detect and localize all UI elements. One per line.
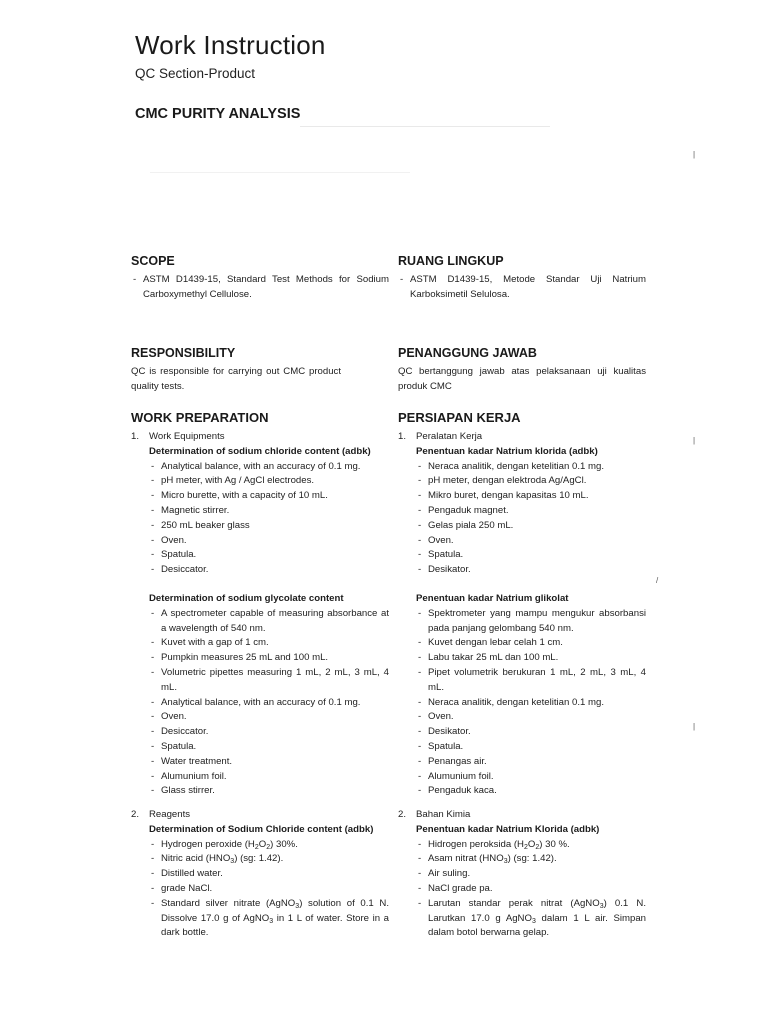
list-item: - A spectrometer capable of measuring absorbance at a wavelength of 540 nm. xyxy=(149,607,389,637)
list-item: - 250 mL beaker glass xyxy=(149,519,389,534)
subsection-heading: Penentuan kadar Natrium klorida (adbk) xyxy=(416,445,598,457)
scan-artifact-mark: | xyxy=(693,436,696,445)
list-item: - Pumpkin measures 25 mL and 100 mL. xyxy=(149,651,389,666)
english-column xyxy=(131,808,389,941)
list-item: - Alumunium foil. xyxy=(149,770,389,785)
list-item: - Oven. xyxy=(416,710,646,725)
list-item: - grade NaCl. xyxy=(149,882,389,897)
reagents-item xyxy=(131,808,389,823)
equipment-list xyxy=(416,607,646,799)
ruang-lingkup-heading: RUANG LINGKUP xyxy=(398,254,504,268)
subsection-heading: Determination of sodium chloride content (adbk) xyxy=(149,445,371,457)
english-column xyxy=(131,410,389,799)
list-item: - Standard silver nitrate (AgNO$_3$) solution of 0.1 N. Dissolve 17.0 g of AgNO$_3$ in 1 L of water. Store in a dark bottle. xyxy=(149,897,389,941)
equipment-list xyxy=(416,460,646,578)
list-item: - Volumetric pipettes measuring 1 mL, 2 mL, 3 mL, 4 mL. xyxy=(149,666,389,696)
list-item: - Pengaduk magnet. xyxy=(416,504,646,519)
list-item: - Desikator. xyxy=(416,563,646,578)
persiapan-kerja-heading: PERSIAPAN KERJA xyxy=(398,410,521,425)
equipment-label: Work Equipments xyxy=(149,431,225,442)
list-item: - pH meter, dengan elektroda Ag/AgCl. xyxy=(416,474,646,489)
list-item: - Pengaduk kaca. xyxy=(416,784,646,799)
scope-section xyxy=(131,254,389,303)
list-item: - Water treatment. xyxy=(149,755,389,770)
work-preparation-heading: WORK PREPARATION xyxy=(131,410,269,425)
subsection-heading: Penentuan kadar Natrium glikolat xyxy=(416,592,569,604)
list-item: - ASTM D1439-15, Metode Standar Uji Natrium Karboksimetil Selulosa. xyxy=(398,273,646,303)
list-item: - Spatula. xyxy=(149,740,389,755)
scan-artifact-mark: | xyxy=(693,722,696,731)
list-item: - pH meter, with Ag / AgCl electrodes. xyxy=(149,474,389,489)
list-item: - Mikro buret, dengan kapasitas 10 mL. xyxy=(416,489,646,504)
list-number: 2. xyxy=(131,809,140,820)
equipment-list xyxy=(149,607,389,799)
list-item: - Analytical balance, with an accuracy of 0.1 mg. xyxy=(149,460,389,475)
list-item: - Oven. xyxy=(149,534,389,549)
list-item: - Spatula. xyxy=(149,548,389,563)
equipment-item xyxy=(131,430,389,445)
list-item: - Spatula. xyxy=(416,740,646,755)
english-column xyxy=(131,254,389,303)
list-item: - Oven. xyxy=(149,710,389,725)
list-item: - Kuvet with a gap of 1 cm. xyxy=(149,636,389,651)
list-item: - Analytical balance, with an accuracy of 0.1 mg. xyxy=(149,696,389,711)
list-item: - Spektrometer yang mampu mengukur absorbansi pada panjang gelombang 540 nm. xyxy=(416,607,646,637)
scan-artifact-line xyxy=(300,126,550,127)
list-item: - Gelas piala 250 mL. xyxy=(416,519,646,534)
reagents-list xyxy=(416,838,646,942)
indonesian-column xyxy=(398,254,646,303)
list-item: - Spatula. xyxy=(416,548,646,563)
scan-artifact-mark: / xyxy=(656,576,659,585)
responsibility-text: QC bertanggung jawab atas pelaksanaan uji kualitas produk CMC xyxy=(398,366,646,392)
reagents-list xyxy=(149,838,389,942)
list-item: - Micro burette, with a capacity of 10 mL. xyxy=(149,489,389,504)
list-item: - Desiccator. xyxy=(149,563,389,578)
list-item: - Larutan standar perak nitrat (AgNO$_3$) 0.1 N. Larutkan 17.0 g AgNO$_3$ dalam 1 L air. Simpan dalam botol berwarna gelap. xyxy=(416,897,646,941)
subsection-heading: Determination of sodium glycolate content xyxy=(149,592,344,604)
scope-heading: SCOPE xyxy=(131,254,175,268)
list-item: - Desikator. xyxy=(416,725,646,740)
list-number: 2. xyxy=(398,809,407,820)
list-item: - Kuvet dengan lebar celah 1 cm. xyxy=(416,636,646,651)
reagents-label: Reagents xyxy=(149,809,191,820)
list-item: - Glass stirrer. xyxy=(149,784,389,799)
list-number: 1. xyxy=(398,431,407,442)
list-item: - Penangas air. xyxy=(416,755,646,770)
equipment-label: Peralatan Kerja xyxy=(416,431,483,442)
list-item: - Magnetic stirrer. xyxy=(149,504,389,519)
list-item: - Labu takar 25 mL dan 100 mL. xyxy=(416,651,646,666)
equipment-item xyxy=(398,430,646,445)
list-item: - Nitric acid $(HNO_3)$ (sg: 1.42). xyxy=(149,852,389,867)
list-item: - NaCl grade pa. xyxy=(416,882,646,897)
list-item: - Desiccator. xyxy=(149,725,389,740)
scope-list xyxy=(398,273,646,303)
responsibility-text: QC is responsible for carrying out CMC product quality tests. xyxy=(131,366,341,392)
list-item: - Asam nitrat $(HNO_3)$ (sg: 1.42). xyxy=(416,852,646,867)
english-column xyxy=(131,346,341,395)
list-number: 1. xyxy=(131,431,140,442)
indonesian-column xyxy=(398,410,646,799)
scan-artifact-line xyxy=(150,172,410,173)
reagents-label: Bahan Kimia xyxy=(416,809,471,820)
list-item: - Pipet volumetrik berukuran 1 mL, 2 mL, 3 mL, 4 mL. xyxy=(416,666,646,696)
list-item: - Hydrogen peroxide $(H_2O_2)$ 30%. xyxy=(149,838,389,853)
document-header-subtitle: QC Section-Product xyxy=(135,66,256,81)
equipment-list xyxy=(149,460,389,578)
indonesian-column xyxy=(398,346,646,395)
list-item: - Oven. xyxy=(416,534,646,549)
list-item: - ASTM D1439-15, Standard Test Methods for Sodium Carboxymethyl Cellulose. xyxy=(131,273,389,303)
indonesian-column xyxy=(398,808,646,941)
document-header-title: Work Instruction xyxy=(135,30,326,60)
responsibility-heading: RESPONSIBILITY xyxy=(131,346,236,360)
list-item: - Hidrogen peroksida $(H_2O_2)$ 30 %. xyxy=(416,838,646,853)
document-title: CMC PURITY ANALYSIS xyxy=(135,106,301,122)
penanggung-jawab-heading: PENANGGUNG JAWAB xyxy=(398,346,537,360)
subsection-heading: Penentuan kadar Natrium Klorida (adbk) xyxy=(416,823,600,835)
list-item: - Distilled water. xyxy=(149,867,389,882)
list-item: - Air suling. xyxy=(416,867,646,882)
subsection-heading: Determination of Sodium Chloride content (adbk) xyxy=(149,823,374,835)
list-item: - Neraca analitik, dengan ketelitian 0.1 mg. xyxy=(416,460,646,475)
scan-artifact-mark: | xyxy=(693,150,696,159)
scope-list xyxy=(131,273,389,303)
list-item: - Neraca analitik, dengan ketelitian 0.1 mg. xyxy=(416,696,646,711)
list-item: - Alumunium foil. xyxy=(416,770,646,785)
reagents-item xyxy=(398,808,646,823)
